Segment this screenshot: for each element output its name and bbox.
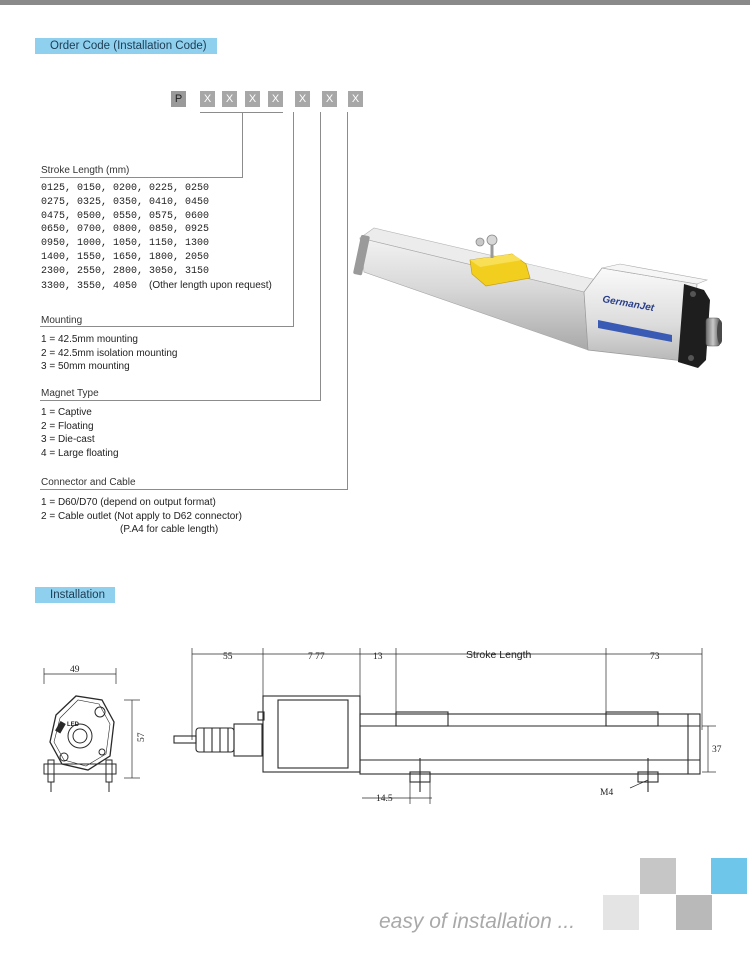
magnet-type-title: Magnet Type (41, 388, 99, 399)
stroke-row: 0475, 0500, 0550, 0575, 0600 (41, 210, 210, 222)
stroke-row: 0275, 0325, 0350, 0410, 0450 (41, 196, 210, 208)
dim-foot: 14.5 (376, 794, 393, 804)
code-box-mounting: X (295, 91, 310, 107)
dim-gap: 13 (373, 652, 383, 662)
stroke-row: 2300, 2550, 2800, 3050, 3150 (41, 265, 210, 277)
code-box-stroke-1: X (200, 91, 215, 107)
dim-body: 7 77 (308, 652, 325, 662)
installation-label: Installation (35, 587, 115, 603)
led-label: LED (67, 722, 79, 728)
stroke-row-last (41, 279, 272, 294)
connector-item: (P.A4 for cable length) (120, 524, 219, 536)
magnet-item: 1 = Captive (41, 407, 92, 418)
stroke-row: 0125, 0150, 0200, 0225, 0250 (41, 183, 210, 194)
stroke-length-list (41, 182, 272, 293)
decor-tile-blue (711, 858, 747, 894)
magnet-item: 4 = Large floating (41, 447, 119, 459)
order-code-label: Order Code (Installation Code) (35, 38, 217, 54)
side-view-drawing (168, 640, 728, 810)
mounting-list (41, 333, 177, 374)
decor-tile-grey-top (640, 858, 676, 894)
stroke-note: (Other length upon request) (149, 279, 272, 291)
connector-item: 1 = D60/D70 (depend on output format) (41, 497, 216, 508)
code-box-stroke-4: X (268, 91, 283, 107)
brand-label: GermanJet (601, 294, 655, 315)
stroke-row: 1400, 1550, 1650, 1800, 2050 (41, 251, 210, 263)
front-view-drawing (36, 660, 156, 800)
code-box-stroke-2: X (222, 91, 237, 107)
code-box-stroke-3: X (245, 91, 260, 107)
dim-rail-height: 37 (712, 745, 722, 755)
decor-tile-grey-bottom (676, 895, 712, 930)
dim-screw: M4 (600, 788, 614, 798)
rail (353, 228, 597, 350)
magnet-slider (470, 235, 530, 286)
connector-title: Connector and Cable (41, 477, 136, 488)
code-box-magnet: X (322, 91, 337, 107)
tagline: easy of installation ... (379, 910, 576, 933)
magnet-type-list (41, 406, 119, 460)
mounting-item: 2 = 42.5mm isolation mounting (41, 347, 178, 359)
code-box-p: P (171, 91, 186, 107)
connector-plug (706, 318, 722, 346)
code-box-connector: X (348, 91, 363, 107)
dim-height: 57 (137, 732, 147, 742)
dim-cable: 55 (223, 652, 233, 662)
top-bar (0, 0, 750, 5)
magnet-item: 2 = Floating (41, 420, 94, 432)
stroke-row: 0650, 0700, 0800, 0850, 0925 (41, 224, 210, 236)
mounting-title: Mounting (41, 315, 83, 326)
connector-list (41, 496, 242, 537)
stroke-length-title: Stroke Length (mm) (41, 165, 130, 176)
magnet-item: 3 = Die-cast (41, 434, 95, 446)
mounting-item: 3 = 50mm mounting (41, 361, 130, 373)
decor-tile-light (603, 895, 639, 930)
stroke-row: 3300, 3550, 4050 (41, 280, 138, 292)
mounting-item: 1 = 42.5mm mounting (41, 334, 138, 345)
product-photo (352, 220, 722, 380)
dim-width: 49 (70, 665, 80, 675)
dim-stroke: Stroke Length (466, 649, 532, 661)
connector-item: 2 = Cable outlet (Not apply to D62 connector) (41, 510, 242, 522)
dim-end: 73 (650, 652, 660, 662)
stroke-row: 0950, 1000, 1050, 1150, 1300 (41, 238, 210, 250)
